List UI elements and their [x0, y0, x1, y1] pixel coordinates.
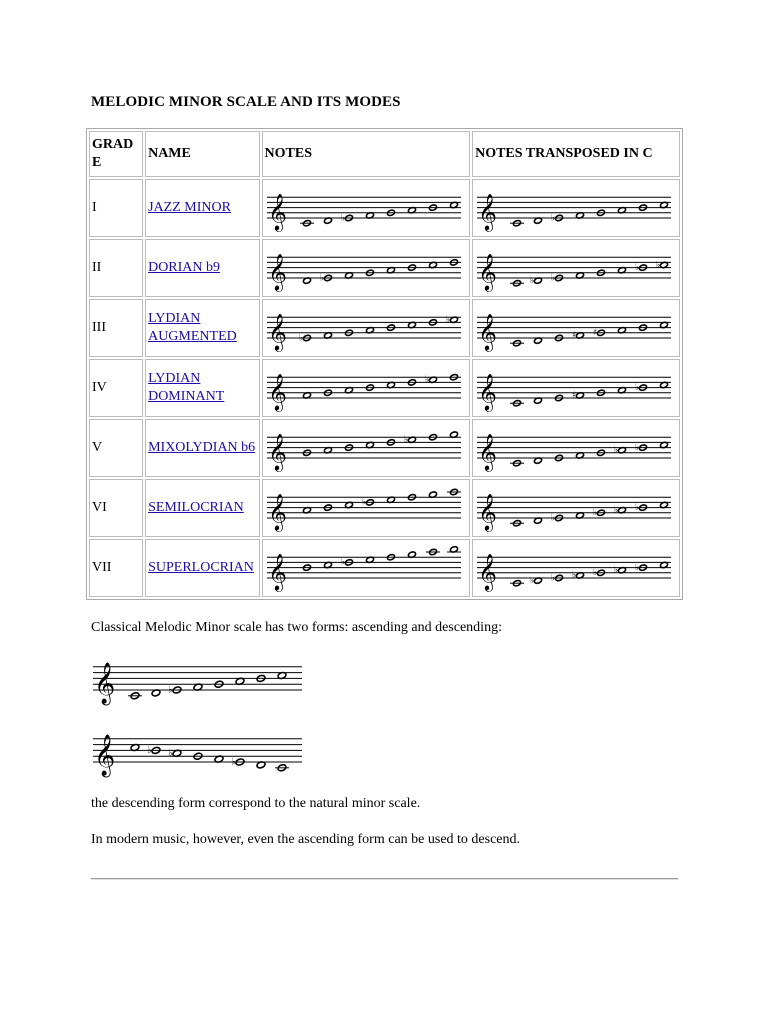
transposed-staff	[475, 180, 675, 236]
flat-icon: ♭	[445, 315, 450, 326]
notes-staff	[265, 300, 465, 356]
treble-clef-icon: 𝄞	[94, 735, 116, 777]
table-row	[89, 359, 680, 417]
treble-clef-icon: 𝄞	[478, 432, 498, 471]
horizontal-rule	[91, 878, 678, 880]
flat-icon: ♭	[340, 213, 345, 224]
flat-icon: ♭	[614, 505, 619, 516]
flat-icon: ♭	[593, 568, 598, 579]
flat-icon: ♭	[530, 275, 535, 286]
transposed-cell	[472, 539, 680, 597]
transposed-cell	[472, 479, 680, 537]
flat-icon: ♭	[614, 565, 619, 576]
transposed-staff	[475, 420, 675, 476]
transposed-staff	[475, 300, 675, 356]
grade-cell: I	[89, 179, 143, 237]
grade-cell: IV	[89, 359, 143, 417]
treble-clef-icon: 𝄞	[478, 312, 498, 351]
table-row	[89, 239, 680, 297]
flat-icon: ♭	[530, 575, 535, 586]
notes-cell	[262, 239, 471, 297]
flat-icon: ♭	[298, 333, 303, 344]
treble-clef-icon: 𝄞	[267, 552, 287, 591]
flat-icon: ♭	[340, 557, 345, 568]
flat-icon: ♭	[635, 382, 640, 393]
transposed-cell	[472, 179, 680, 237]
transposed-cell	[472, 419, 680, 477]
sharp-icon: ♯	[572, 390, 577, 401]
transposed-cell	[472, 239, 680, 297]
header-grade: GRAD E	[89, 131, 143, 177]
notes-cell	[262, 359, 471, 417]
treble-clef-icon: 𝄞	[478, 252, 498, 291]
mode-link[interactable]: SEMILOCRIAN	[148, 500, 244, 515]
notes-cell	[262, 179, 471, 237]
sharp-icon: ♯	[572, 330, 577, 341]
flat-icon: ♭	[231, 756, 236, 768]
transposed-staff	[475, 240, 675, 296]
treble-clef-icon: 𝄞	[478, 192, 498, 231]
flat-icon: ♭	[635, 562, 640, 573]
table-row	[89, 419, 680, 477]
modes-table	[86, 128, 683, 600]
notes-staff	[265, 420, 465, 476]
flat-icon: ♭	[551, 273, 556, 284]
descending-staff	[91, 722, 306, 780]
table-row	[89, 479, 680, 537]
table-header-row	[89, 131, 680, 177]
transposed-staff	[475, 360, 675, 416]
flat-icon: ♭	[551, 573, 556, 584]
treble-clef-icon: 𝄞	[267, 252, 287, 291]
notes-staff	[265, 240, 465, 296]
treble-clef-icon: 𝄞	[267, 192, 287, 231]
treble-clef-icon: 𝄞	[478, 492, 498, 531]
name-cell	[145, 419, 259, 477]
flat-icon: ♭	[361, 497, 366, 508]
flat-icon: ♭	[403, 435, 408, 446]
paragraph-forms: Classical Melodic Minor scale has two forms: ascending and descending:	[91, 620, 502, 635]
mode-link[interactable]: LYDIAN DOMINANT	[148, 371, 225, 404]
flat-icon: ♭	[551, 513, 556, 524]
notes-staff	[265, 360, 465, 416]
notes-staff	[265, 540, 465, 596]
notes-cell	[262, 419, 471, 477]
grade-cell: V	[89, 419, 143, 477]
notes-staff	[265, 480, 465, 536]
transposed-staff	[475, 480, 675, 536]
page-title: MELODIC MINOR SCALE AND ITS MODES	[91, 94, 401, 110]
flat-icon: ♭	[147, 745, 152, 757]
sharp-icon: ♯	[593, 328, 598, 339]
notes-cell	[262, 299, 471, 357]
flat-icon: ♭	[593, 508, 598, 519]
name-cell	[145, 239, 259, 297]
paragraph-natural-minor: the descending form correspond to the natural minor scale.	[91, 796, 421, 811]
name-cell	[145, 539, 259, 597]
mode-link[interactable]: SUPERLOCRIAN	[148, 560, 254, 575]
paragraph-modern-music: In modern music, however, even the ascending form can be used to descend.	[91, 832, 521, 847]
mode-link[interactable]: DORIAN b9	[148, 260, 221, 275]
name-cell	[145, 299, 259, 357]
flat-icon: ♭	[635, 442, 640, 453]
flat-icon: ♭	[635, 502, 640, 513]
transposed-cell	[472, 299, 680, 357]
name-cell	[145, 479, 259, 537]
grade-cell: VII	[89, 539, 143, 597]
grade-cell: VI	[89, 479, 143, 537]
flat-icon: ♭	[635, 262, 640, 273]
flat-icon: ♭	[551, 213, 556, 224]
treble-clef-icon: 𝄞	[94, 663, 116, 705]
treble-clef-icon: 𝄞	[478, 372, 498, 411]
flat-icon: ♭	[614, 445, 619, 456]
flat-icon: ♭	[168, 747, 173, 759]
transposed-staff	[475, 540, 675, 596]
name-cell	[145, 179, 259, 237]
ascending-staff	[91, 650, 306, 708]
mode-link[interactable]: LYDIAN AUGMENTED	[148, 311, 237, 344]
header-name: NAME	[145, 131, 259, 177]
treble-clef-icon: 𝄞	[267, 372, 287, 411]
header-transposed: NOTES TRANSPOSED IN C	[472, 131, 680, 177]
mode-link[interactable]: MIXOLYDIAN b6	[148, 440, 256, 455]
flat-icon: ♭	[656, 260, 661, 271]
notes-cell	[262, 479, 471, 537]
treble-clef-icon: 𝄞	[478, 552, 498, 591]
notes-staff	[265, 180, 465, 236]
grade-cell: III	[89, 299, 143, 357]
mode-link[interactable]: JAZZ MINOR	[148, 200, 231, 215]
treble-clef-icon: 𝄞	[267, 492, 287, 531]
treble-clef-icon: 𝄞	[267, 312, 287, 351]
name-cell	[145, 359, 259, 417]
flat-icon: ♭	[168, 684, 173, 696]
flat-icon: ♭	[424, 375, 429, 386]
flat-icon: ♭	[319, 273, 324, 284]
table-row	[89, 539, 680, 597]
flat-icon: ♭	[572, 570, 577, 581]
notes-cell	[262, 539, 471, 597]
header-notes: NOTES	[262, 131, 471, 177]
treble-clef-icon: 𝄞	[267, 432, 287, 471]
transposed-cell	[472, 359, 680, 417]
table-row	[89, 299, 680, 357]
table-row	[89, 179, 680, 237]
grade-cell: II	[89, 239, 143, 297]
